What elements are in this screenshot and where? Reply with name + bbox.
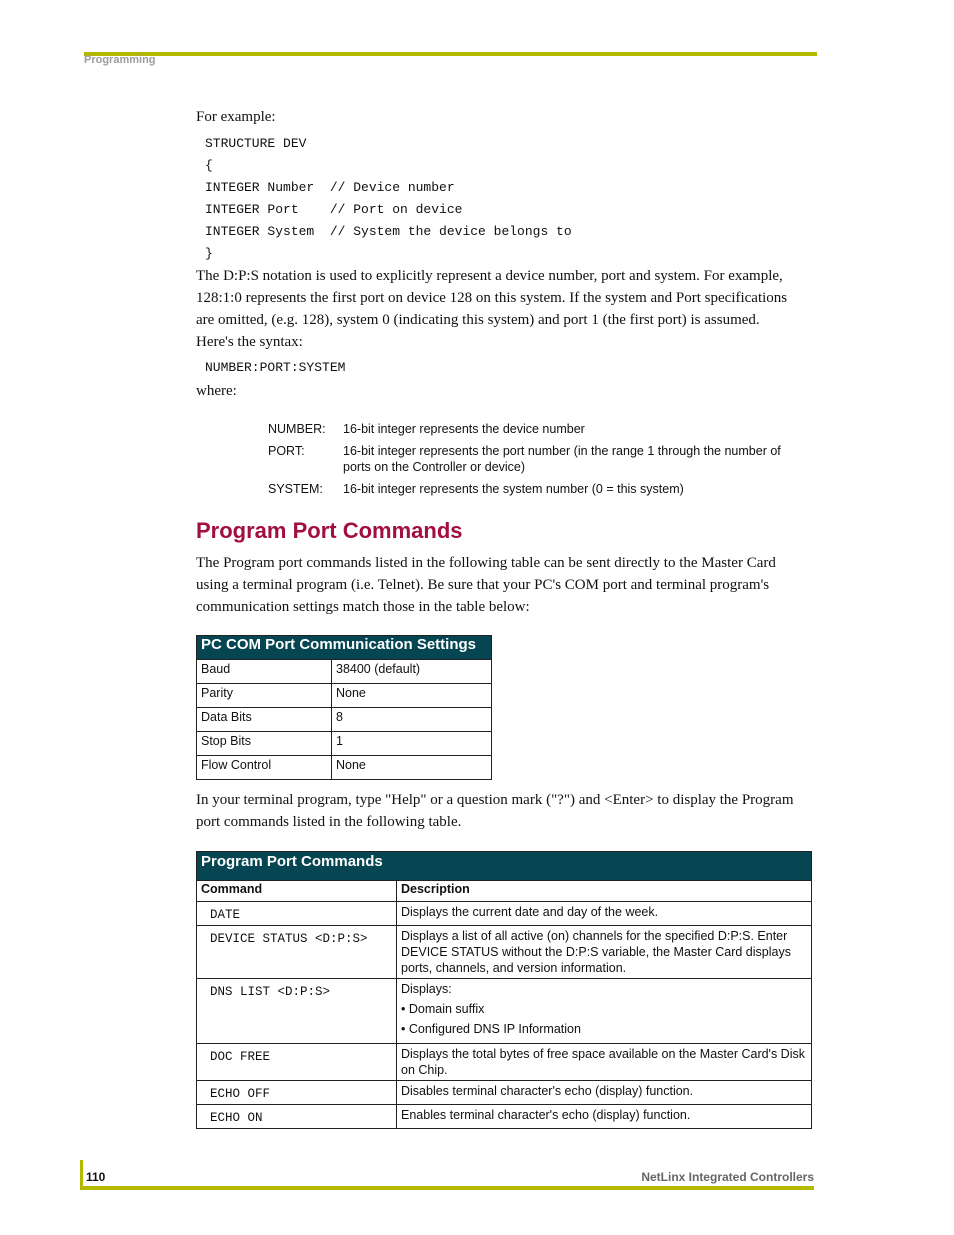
section-label: Programming [84,54,156,66]
code-line: INTEGER Port // Port on device [205,202,463,217]
definition-number-desc: 16-bit integer represents the device number [343,422,585,436]
paragraph-line: Here's the syntax: [196,334,303,350]
table-row [197,1081,812,1105]
table-row [197,926,812,979]
table-header-row [197,881,812,902]
setting-value: 1 [332,732,492,756]
command-cell: DNS LIST <D:P:S> [197,979,397,1044]
syntax-code: NUMBER:PORT:SYSTEM [205,360,346,375]
program-paragraph [196,552,776,618]
description-cell: Displays the current date and day of the week. [397,902,812,926]
header-rule [84,52,817,56]
setting-value: None [332,684,492,708]
commands-table-title: Program Port Commands [197,852,812,881]
table-row [197,1044,812,1081]
definition-desc-line: 16-bit integer represents the port number (in the range 1 through the number of [343,444,781,458]
code-line: INTEGER System // System the device belongs to [205,224,572,239]
dps-paragraph [196,265,787,353]
code-line: INTEGER Number // Device number [205,180,455,195]
paragraph-line: communication settings match those in the table below: [196,599,530,615]
column-header-description: Description [397,881,812,902]
command-cell: DATE [197,902,397,926]
description-cell: Displays a list of all active (on) channels for the specified D:P:S. Enter DEVICE STATUS without the D:P:S variable, the Master Card displays ports, channels, and version information. [397,926,812,979]
setting-name: Flow Control [197,756,332,780]
setting-value: 38400 (default) [332,660,492,684]
definition-system [268,481,323,497]
paragraph-line: The Program port commands listed in the following table can be sent directly to the Master Card [196,555,776,571]
setting-name: Baud [197,660,332,684]
table-row [197,1105,812,1129]
definition-port [268,443,305,459]
definition-system-desc: 16-bit integer represents the system number (0 = this system) [343,482,684,496]
setting-value: None [332,756,492,780]
definition-number [268,421,326,437]
command-cell: ECHO ON [197,1105,397,1129]
description-cell: Displays the total bytes of free space available on the Master Card's Disk on Chip. [397,1044,812,1081]
table-row [197,756,492,780]
table-row [197,732,492,756]
settings-table [196,635,492,780]
section-heading: Program Port Commands [196,518,463,543]
paragraph-line: port commands listed in the following table. [196,814,462,830]
code-line: STRUCTURE DEV [205,136,307,151]
definition-term: NUMBER: [268,422,326,436]
setting-name: Data Bits [197,708,332,732]
table-row [197,660,492,684]
bullet-item: • Configured DNS IP Information [401,1022,581,1036]
code-line: } [205,246,213,261]
for-example-text: For example: [196,109,276,125]
footer-rule [80,1186,814,1190]
definition-term: PORT: [268,444,305,458]
command-cell: ECHO OFF [197,1081,397,1105]
description-text: Displays: [401,982,452,996]
definition-desc-line: ports on the Controller or device) [343,460,526,474]
definition-term: SYSTEM: [268,482,323,496]
paragraph-line: are omitted, (e.g. 128), system 0 (indicating this system) and port 1 (the first port) is assumed. [196,312,760,328]
setting-value: 8 [332,708,492,732]
command-cell: DEVICE STATUS <D:P:S> [197,926,397,979]
footer-title: NetLinx Integrated Controllers [641,1170,814,1184]
commands-table [196,851,812,1129]
code-block [205,133,572,265]
description-cell: Disables terminal character's echo (display) function. [397,1081,812,1105]
help-paragraph [196,789,794,833]
paragraph-line: using a terminal program (i.e. Telnet). Be sure that your PC's COM port and terminal program's [196,577,770,593]
definition-port-desc [343,443,781,475]
where-text: where: [196,383,237,399]
table-row [197,708,492,732]
table-row [197,902,812,926]
page-number: 110 [86,1170,106,1184]
column-header-command: Command [197,881,397,902]
setting-name: Parity [197,684,332,708]
bullet-item: • Domain suffix [401,1002,485,1016]
paragraph-line: 128:1:0 represents the first port on device 128 on this system. If the system and Port specifications [196,290,788,306]
command-cell: DOC FREE [197,1044,397,1081]
description-cell: Enables terminal character's echo (display) function. [397,1105,812,1129]
settings-table-title: PC COM Port Communication Settings [197,636,492,660]
table-row [197,684,492,708]
setting-name: Stop Bits [197,732,332,756]
paragraph-line: In your terminal program, type "Help" or a question mark ("?") and <Enter> to display the Program [196,792,794,808]
description-cell [397,979,812,1044]
table-row [197,979,812,1044]
paragraph-line: The D:P:S notation is used to explicitly represent a device number, port and system. For example, [196,268,783,284]
code-line: { [205,158,213,173]
